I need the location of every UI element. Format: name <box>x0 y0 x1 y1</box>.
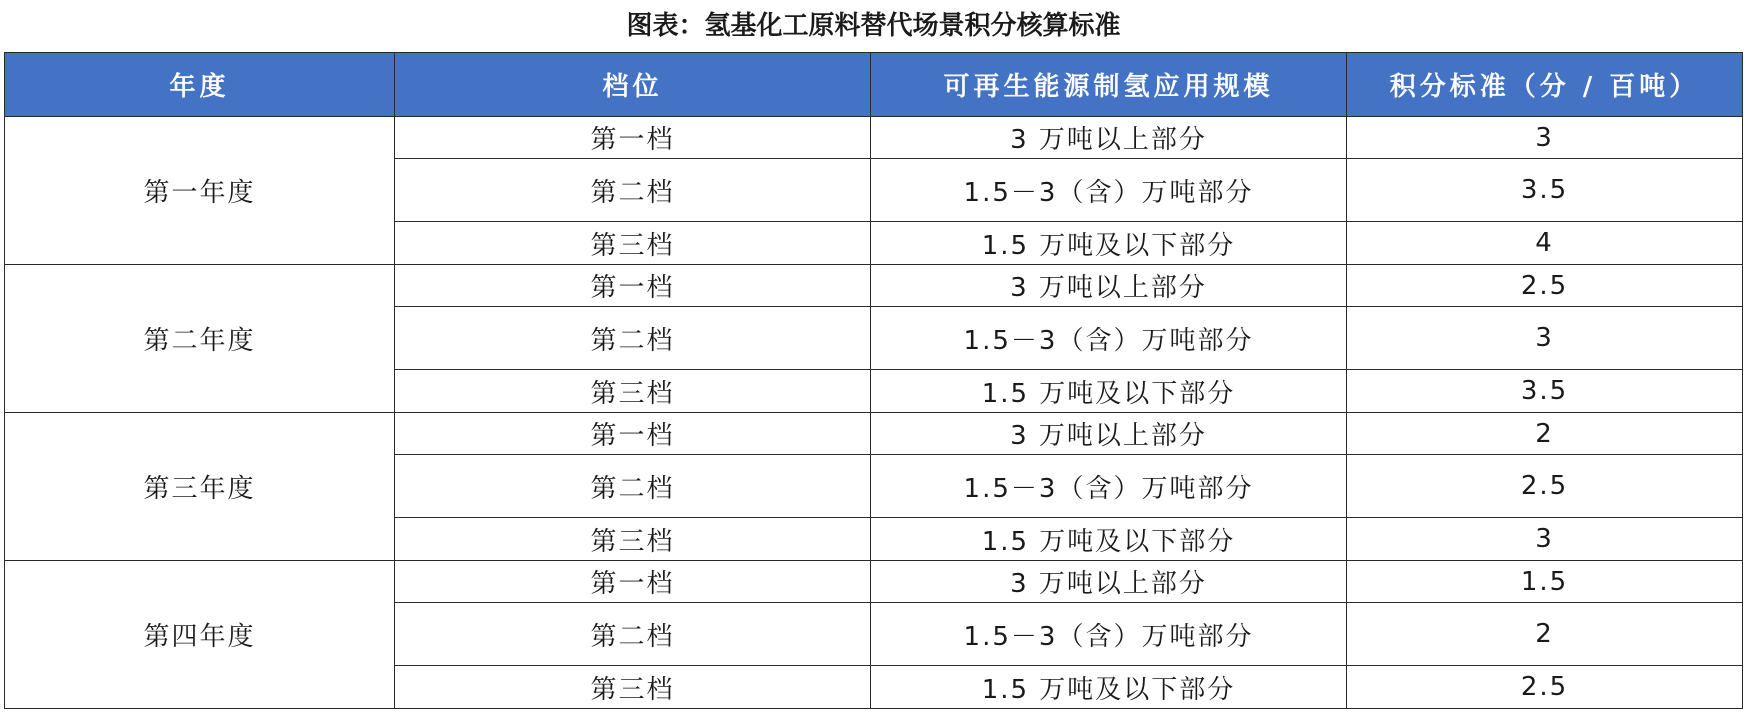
table-row <box>5 413 1743 455</box>
table-title: 图表：氢基化工原料替代场景积分核算标准 <box>626 11 1121 41</box>
tier-cell: 第二档 <box>395 307 871 370</box>
scale-cell: 1.5 万吨及以下部分 <box>871 518 1347 561</box>
header-tier: 档位 <box>395 53 871 117</box>
tier-cell: 第一档 <box>395 413 871 455</box>
score-cell: 3 <box>1347 117 1743 159</box>
scale-cell: 1.5－3（含）万吨部分 <box>871 603 1347 666</box>
tier-cell: 第三档 <box>395 518 871 561</box>
score-cell: 2.5 <box>1347 265 1743 307</box>
scale-cell: 3 万吨以上部分 <box>871 413 1347 455</box>
tier-cell: 第二档 <box>395 603 871 666</box>
year-label: 第二年度 <box>5 265 395 413</box>
score-cell: 2 <box>1347 603 1743 666</box>
tier-cell: 第一档 <box>395 265 871 307</box>
score-cell: 3.5 <box>1347 159 1743 222</box>
scale-cell: 1.5－3（含）万吨部分 <box>871 159 1347 222</box>
year-label: 第三年度 <box>5 413 395 561</box>
year-label: 第四年度 <box>5 561 395 709</box>
scale-cell: 1.5－3（含）万吨部分 <box>871 307 1347 370</box>
scale-cell: 3 万吨以上部分 <box>871 561 1347 603</box>
table-row <box>5 117 1743 159</box>
year-label: 第一年度 <box>5 117 395 265</box>
scale-cell: 1.5 万吨及以下部分 <box>871 666 1347 709</box>
scale-cell: 3 万吨以上部分 <box>871 117 1347 159</box>
tier-cell: 第三档 <box>395 222 871 265</box>
scale-cell: 3 万吨以上部分 <box>871 265 1347 307</box>
tier-cell: 第一档 <box>395 561 871 603</box>
score-cell: 3 <box>1347 518 1743 561</box>
tier-cell: 第三档 <box>395 370 871 413</box>
tier-cell: 第二档 <box>395 455 871 518</box>
tier-cell: 第三档 <box>395 666 871 709</box>
score-cell: 2.5 <box>1347 666 1743 709</box>
table-row <box>5 265 1743 307</box>
score-cell: 3.5 <box>1347 370 1743 413</box>
header-scale: 可再生能源制氢应用规模 <box>871 53 1347 117</box>
score-cell: 3 <box>1347 307 1743 370</box>
tier-cell: 第二档 <box>395 159 871 222</box>
tier-cell: 第一档 <box>395 117 871 159</box>
header-year: 年度 <box>5 53 395 117</box>
score-table <box>4 52 1743 709</box>
score-cell: 1.5 <box>1347 561 1743 603</box>
score-cell: 2 <box>1347 413 1743 455</box>
score-cell: 4 <box>1347 222 1743 265</box>
scale-cell: 1.5 万吨及以下部分 <box>871 370 1347 413</box>
header-score: 积分标准（分 / 百吨） <box>1347 53 1743 117</box>
score-cell: 2.5 <box>1347 455 1743 518</box>
scale-cell: 1.5－3（含）万吨部分 <box>871 455 1347 518</box>
table-row <box>5 561 1743 603</box>
header-row <box>5 53 1743 117</box>
scale-cell: 1.5 万吨及以下部分 <box>871 222 1347 265</box>
